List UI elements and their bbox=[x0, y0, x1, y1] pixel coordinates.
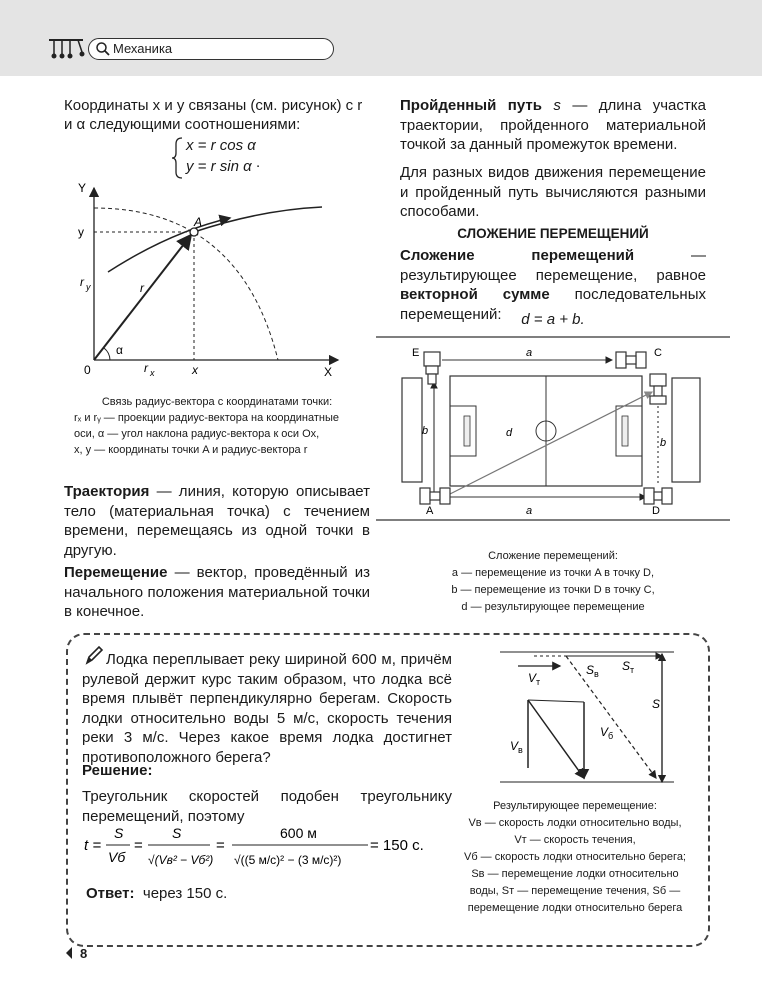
fig3-caption-l3: Vб — скорость лодки относительно берега; bbox=[463, 851, 686, 863]
point-A-label: A bbox=[194, 215, 203, 229]
solution-text: Треугольник скоростей подобен треугольнику перемещений, поэтому bbox=[82, 788, 452, 825]
trajectory-definition bbox=[64, 482, 370, 560]
fig2-vector-a-top: a bbox=[526, 347, 533, 359]
section-search-field[interactable] bbox=[88, 38, 334, 60]
task-problem bbox=[82, 650, 452, 767]
path-term: Пройденный путь bbox=[400, 97, 542, 114]
ry-label: r bbox=[80, 275, 84, 289]
search-icon bbox=[95, 41, 111, 57]
fig3-S: S bbox=[652, 697, 661, 711]
fig2-vector-b-right: b bbox=[660, 437, 667, 449]
fig2-caption-b: b — перемещение из точки D в точку C, bbox=[451, 584, 655, 596]
fig3-Vv-sub: в bbox=[518, 745, 523, 755]
fig3-Vv: V bbox=[510, 739, 519, 753]
coords-formula bbox=[172, 136, 282, 180]
answer-text: через 150 с. bbox=[142, 885, 228, 902]
fig2-vector-d: d bbox=[506, 427, 513, 439]
trajectory-text: — линия, которую описывает тело (материальная точка) с течением времени, перемещаясь из одной точки в другую. bbox=[64, 483, 370, 559]
fig3-St: S bbox=[622, 659, 631, 673]
formula-y: y = r sin α bbox=[186, 158, 252, 175]
fig2-label-A: A bbox=[426, 505, 434, 517]
formula-result: = 150 с. bbox=[370, 837, 424, 854]
fig3-Vt-sub: т bbox=[536, 677, 541, 687]
displacement-text: — вектор, проведённый из начального положения материальной точки в конечное. bbox=[64, 564, 370, 620]
formula-dot: . bbox=[256, 154, 261, 171]
page-back-arrow-icon[interactable] bbox=[64, 946, 74, 960]
task-problem-text: Лодка переплывает реку шириной 600 м, причём рулевой держит курс таким образом, что лодка всё время плывёт перпендикулярно берегам. Скорость лодки относительно воды 5 м/с, скорость течения реки 3 м/с. Через какое время лодка достигнет противоположного берега? bbox=[82, 651, 452, 766]
section-title: Механика bbox=[113, 41, 173, 56]
formula-num3: 600 м bbox=[280, 825, 317, 841]
fig2-vector-a-bottom: a bbox=[526, 505, 533, 517]
fig3-St-sub: т bbox=[630, 665, 635, 675]
path-note: Для разных видов движения перемещение и пройденный путь вычисляются разными способами. bbox=[400, 164, 706, 220]
ry-sub: y bbox=[86, 282, 91, 292]
path-definition bbox=[400, 96, 706, 155]
formula-den3: √((5 м/с)² − (3 м/с)²) bbox=[234, 853, 342, 867]
axis-x-label: X bbox=[324, 365, 333, 379]
fig3-Sv: S bbox=[586, 663, 595, 677]
fig1-caption-line3: оси, α — угол наклона радиус-вектора к оси Ox, bbox=[74, 428, 320, 440]
formula-S1: S bbox=[114, 825, 124, 841]
solution-formula bbox=[84, 822, 454, 872]
addition-text-1: — результирующее перемещение, равное bbox=[400, 247, 706, 284]
fig3-caption-l6: перемещение лодки относительно берега bbox=[467, 902, 683, 914]
trajectory-term: Траектория bbox=[64, 483, 150, 500]
fig3-caption-title: Результирующее перемещение: bbox=[493, 800, 657, 812]
rx-sub: x bbox=[150, 368, 155, 378]
answer-label: Ответ: bbox=[86, 885, 135, 902]
rx-label: r bbox=[144, 361, 148, 375]
y-tick-label: y bbox=[78, 225, 84, 239]
fig3-Vb: V bbox=[600, 725, 609, 739]
fig2-caption-title: Сложение перемещений: bbox=[488, 550, 618, 562]
fig3-caption-l5: воды, Sт — перемещение течения, Sб — bbox=[469, 885, 681, 897]
answer-line bbox=[86, 884, 227, 904]
radius-vector-figure bbox=[60, 180, 370, 385]
addition-term: Сложение перемещений bbox=[400, 247, 635, 264]
fig3-caption-l2: Vт — скорость течения, bbox=[514, 834, 636, 846]
addition-bold: векторной сумме bbox=[400, 286, 550, 303]
addition-text-2: последовательных перемещений: bbox=[400, 286, 706, 323]
axis-y-label: Y bbox=[78, 181, 87, 195]
formula-den2: √(Vв² − Vб²) bbox=[148, 853, 214, 867]
fig1-caption-line2: rₓ и rᵧ — проекции радиус-вектора на координатные bbox=[74, 412, 339, 424]
fig2-label-D: D bbox=[652, 505, 660, 517]
fig2-caption-d: d — результирующее перемещение bbox=[461, 601, 645, 613]
x-tick-label: x bbox=[192, 363, 198, 377]
section-heading: СЛОЖЕНИЕ ПЕРЕМЕЩЕНИЙ bbox=[457, 226, 649, 241]
formula-S2: S bbox=[172, 825, 182, 841]
page-header bbox=[0, 0, 762, 76]
page-number: 8 bbox=[80, 946, 88, 961]
addition-formula: d = a + b. bbox=[521, 311, 585, 328]
coords-intro-line2: и α следующими соотношениями: bbox=[64, 116, 301, 133]
fig3-caption-l4: Sв — перемещение лодки относительно bbox=[471, 868, 679, 880]
vector-addition-field-figure bbox=[376, 334, 730, 524]
fig3-Vt: V bbox=[528, 671, 537, 685]
fig2-label-C: C bbox=[654, 347, 662, 359]
fig3-caption-l1: Vв — скорость лодки относительно воды, bbox=[468, 817, 682, 829]
fig3-Vb-sub: б bbox=[608, 731, 614, 741]
fig2-vector-b-left: b bbox=[422, 425, 429, 437]
brace-icon bbox=[172, 136, 184, 180]
displacement-definition bbox=[64, 563, 370, 622]
coords-intro-line1: Координаты x и y связаны (см. рисунок) с r bbox=[64, 97, 363, 114]
fig1-caption-line1: Связь радиус-вектора с координатами точки: bbox=[101, 396, 333, 408]
formula-eq2: = bbox=[216, 837, 225, 854]
fig2-label-E: E bbox=[412, 347, 420, 359]
displacement-term: Перемещение bbox=[64, 564, 168, 581]
r-vector-label: r bbox=[140, 281, 144, 295]
fig1-caption-line4: x, y — координаты точки A и радиус-вектора r bbox=[74, 444, 308, 456]
origin-label: 0 bbox=[84, 363, 91, 377]
formula-V1: Vб bbox=[108, 849, 126, 865]
fig3-Sv-sub: в bbox=[594, 669, 599, 679]
solution-label: Решение: bbox=[82, 762, 153, 779]
river-crossing-figure bbox=[490, 642, 690, 794]
formula-eq1: = bbox=[134, 837, 143, 854]
alpha-label: α bbox=[116, 343, 123, 357]
formula-t: t = bbox=[84, 837, 102, 854]
pendulum-logo-icon bbox=[46, 36, 86, 62]
fig2-caption-a: a — перемещение из точки A в точку D, bbox=[451, 567, 655, 579]
formula-x: x = r cos α bbox=[186, 137, 256, 154]
path-text: — длина участка траектории, пройденного материальной точкой за данный промежуток времени. bbox=[400, 97, 707, 153]
path-symbol: s bbox=[541, 97, 561, 114]
